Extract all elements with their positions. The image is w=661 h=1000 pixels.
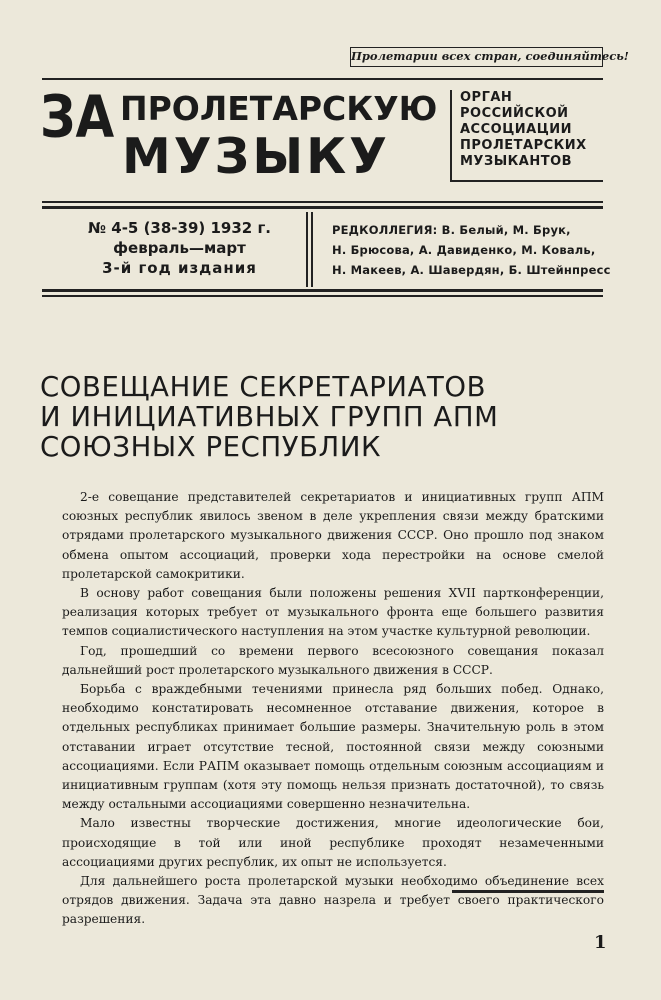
editorial-line: РЕДКОЛЛЕГИЯ: В. Белый, М. Брук, [332,223,571,237]
article-headline [40,372,560,462]
editorial-board [332,220,611,280]
organ-line: МУЗЫКАНТОВ [460,154,573,169]
article-paragraph: 2-е совещание представителей секретариатов и инициативных групп АПМ союзных республик явилось звеном в деле укрепления связи между братскими отрядами пролетарского музыкального движения СССР. Оно прошло под знаком обмена опытом ассоциаций, проверки хода перестройки на основе смелой пролетарской самокритики. [62,490,604,581]
info-bottom-rule-thick [42,289,603,292]
issue-info [62,218,297,278]
info-bottom-rule [42,295,603,297]
issue-months: февраль—март [113,239,246,257]
editorial-line: Н. Макеев, А. Шавердян, Б. Штейнпресс [332,263,611,277]
article-paragraph: Борьба с враждебными течениями принесла ряд больших побед. Однако, необходимо констатировать несомненное отставание движения, которое в отдельных республиках принимает большие размеры. Значительную роль в этом отставании играет отсутствие тесной, постоянной связи между союзными ассоциациями. Если РАПМ оказывает помощь отдельным союзным ассоциациям и инициативным группам (хотя эту помощь нельзя признать достаточной), то связь между остальными ассоциациями совершенно незначительна. [62,682,604,812]
slogan-banner: Пролетарии всех стран, соединяйтесь! [350,47,603,67]
column-divider [306,212,308,287]
headline-line: СОЮЗНЫХ РЕСПУБЛИК [40,431,382,463]
article-paragraph: Год, прошедший со времени первого всесоюзного совещания показал дальнейший рост пролетарского музыкального движения в СССР. [62,643,604,677]
issue-number: № 4-5 (38-39) 1932 г. [87,219,271,237]
headline-line: СОВЕЩАНИЕ СЕКРЕТАРИАТОВ [40,371,487,403]
title-za: ЗА [40,83,115,151]
title-muzyku: МУЗЫКУ [122,128,390,185]
article-paragraph: В основу работ совещания были положены решения XVII партконференции, реализация которых требует от музыкального фронта еще большего развития темпов социалистического наступления на этом участке культурной революции. [62,586,604,639]
organ-line: ОРГАН [460,90,513,105]
info-top-rule-thick [42,206,603,209]
info-top-rule [42,201,603,203]
masthead-top-rule [42,78,603,80]
article-body [62,488,604,930]
page-number: 1 [594,932,607,953]
organ-line: ПРОЛЕТАРСКИХ [460,138,587,153]
article-paragraph: Мало известны творческие достижения, многие идеологические бои, происходящие в той или иной республике проходят незамеченными ассоциациями других республик, их опыт не используется. [62,816,604,869]
title-proletarskuyu: ПРОЛЕТАРСКУЮ [120,89,438,128]
issue-year: 3-й год издания [102,259,257,277]
article-paragraph: Для дальнейшего роста пролетарской музыки необходимо объединение всех отрядов движения. Задача эта давно назрела и требует своего практического разрешения. [62,874,604,927]
article-end-rule [452,890,604,893]
editorial-line: Н. Брюсова, А. Давиденко, М. Коваль, [332,243,596,257]
organ-statement [450,90,603,182]
organ-line: АССОЦИАЦИИ [460,122,573,137]
organ-line: РОССИЙСКОЙ [460,106,569,121]
column-divider [311,212,313,287]
headline-line: И ИНИЦИАТИВНЫХ ГРУПП АПМ [40,401,499,433]
